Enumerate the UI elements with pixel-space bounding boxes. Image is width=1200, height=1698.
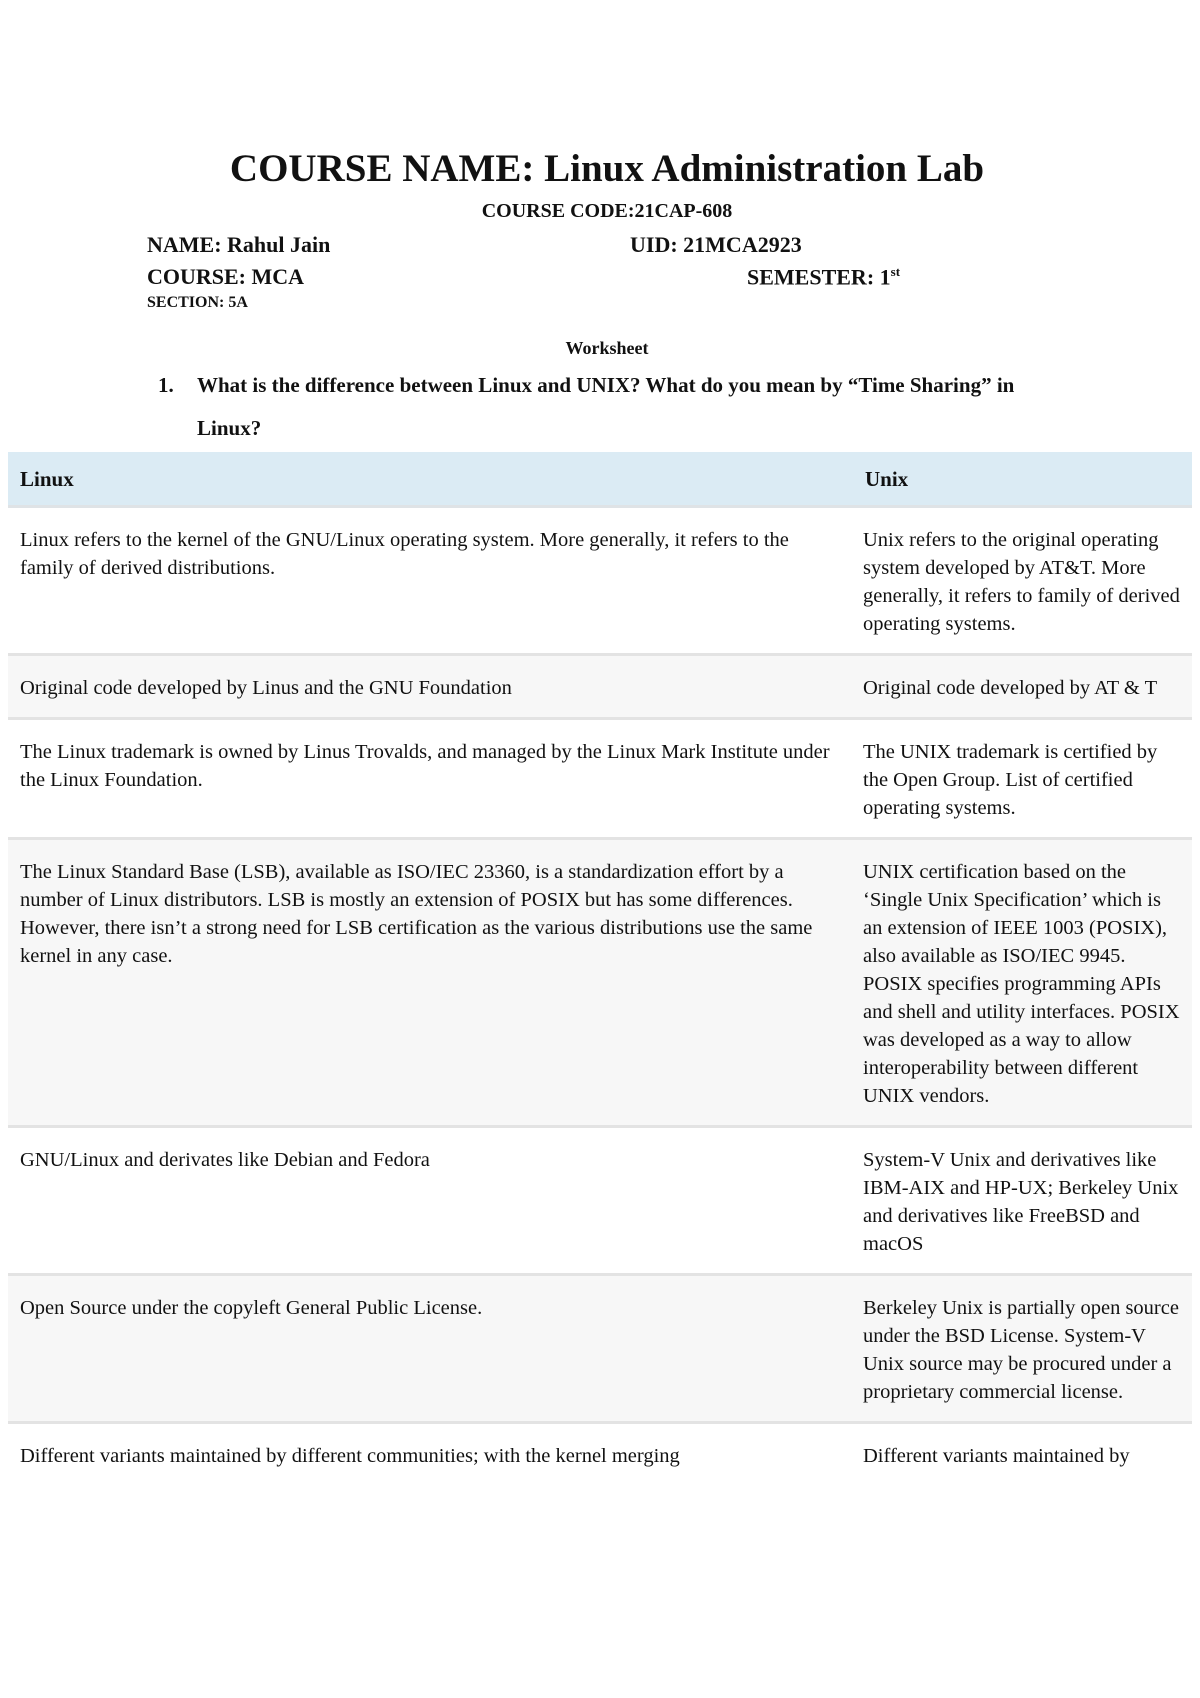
unix-cell: Berkeley Unix is partially open source under the BSD License. System-V Unix source may be procured under a proprietary commercial license. [853,1275,1192,1423]
uid-value: 21MCA2923 [683,232,802,257]
semester-label: SEMESTER: [747,264,875,290]
name-label: NAME: [147,232,222,257]
course-code: COURSE CODE:21CAP-608 [481,200,733,222]
table-row [8,1127,1192,1275]
semester-suffix: st [890,264,901,279]
uid-label: UID: [630,232,678,257]
linux-cell: Linux refers to the kernel of the GNU/Linux operating system. More generally, it refers to the family of derived distributions. [8,507,853,655]
student-name [147,232,330,258]
unix-cell: Different variants maintained by [863,1445,1130,1467]
table-row [8,1423,1192,1501]
linux-cell: The Linux Standard Base (LSB), available as ISO/IEC 23360, is a standardization effort by a number of Linux distributors. LSB is mostly an extension of POSIX but has some differences. However, there isn’t a strong need for LSB certification as the various distributions use the same kernel in any case. [8,839,853,1127]
student-course [147,264,304,290]
question-text: What is the difference between Linux and UNIX? What do you mean by “Time Sharing” in Linux? [197,373,1015,440]
unix-cell: UNIX certification based on the ‘Single Unix Specification’ which is an extension of IEEE 1003 (POSIX), also available as ISO/IEC 9945. POSIX specifies programming APIs and shell and utility interfaces. POSIX was developed as a way to allow interoperability between different UNIX vendors. [853,839,1192,1127]
linux-cell: Different variants maintained by different communities; with the kernel merging [20,1445,680,1467]
unix-cell: System-V Unix and derivatives like IBM-AIX and HP-UX; Berkeley Unix and derivatives like FreeBSD and macOS [853,1127,1192,1275]
table-row [8,1275,1192,1423]
course-label: COURSE: [147,264,247,289]
table-row [8,839,1192,1127]
semester-value: 1 [879,264,891,290]
comparison-table [8,452,1192,1500]
unix-cell: Unix refers to the original operating system developed by AT&T. More generally, it refers to family of derived operating systems. [853,507,1192,655]
linux-cell: Open Source under the copyleft General Public License. [8,1275,853,1423]
table-row [8,719,1192,839]
worksheet-title: Worksheet [565,338,649,358]
table-header-row [8,452,1192,507]
question-number: 1. [158,373,174,397]
course-value: MCA [251,264,305,289]
linux-cell: GNU/Linux and derivates like Debian and Fedora [8,1127,853,1275]
student-section: SECTION: 5A [147,294,248,311]
column-header-linux: Linux [8,452,853,507]
table-row [8,507,1192,655]
table-row [8,655,1192,719]
linux-cell: Original code developed by Linus and the GNU Foundation [8,655,853,719]
course-name-title: COURSE NAME: Linux Administration Lab [229,147,985,190]
student-semester [747,264,900,290]
linux-cell: The Linux trademark is owned by Linus Trovalds, and managed by the Linux Mark Institute under the Linux Foundation. [8,719,853,839]
column-header-unix: Unix [853,452,1192,507]
student-uid [630,232,802,258]
unix-cell: The UNIX trademark is certified by the Open Group. List of certified operating systems. [853,719,1192,839]
unix-cell: Original code developed by AT & T [853,655,1192,719]
name-value: Rahul Jain [227,232,331,257]
question-1 [158,364,1058,450]
